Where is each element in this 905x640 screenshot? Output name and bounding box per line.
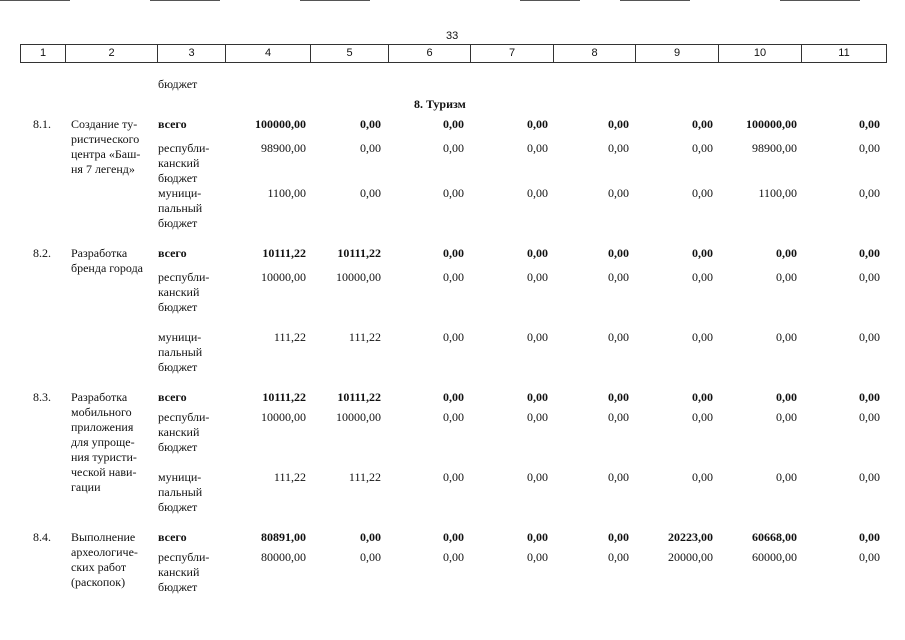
value-cell: 0,00 — [608, 530, 629, 544]
value-cell: 0,00 — [443, 470, 464, 484]
funding-source-line: республи- — [158, 270, 210, 284]
value-cell: 0,00 — [527, 330, 548, 344]
value-cell: 1100,00 — [267, 186, 306, 200]
value-cell: 0,00 — [859, 530, 880, 544]
value-cell: 10111,22 — [262, 246, 306, 260]
value-cell: 0,00 — [527, 390, 548, 404]
value-cell: 0,00 — [608, 410, 629, 424]
header-cell: 5 — [311, 45, 389, 62]
item-number: 8.3. — [33, 390, 51, 404]
value-cell: 100000,00 — [746, 117, 797, 131]
funding-source-line: канский — [158, 425, 200, 439]
value-cell: 0,00 — [360, 117, 381, 131]
value-cell: 0,00 — [443, 141, 464, 155]
header-cell: 7 — [471, 45, 554, 62]
item-name-line: Выполнение — [71, 530, 136, 544]
funding-source-line: канский — [158, 565, 200, 579]
header-cell: 6 — [389, 45, 471, 62]
value-cell: 0,00 — [859, 390, 880, 404]
value-cell: 0,00 — [360, 141, 381, 155]
value-cell: 0,00 — [859, 117, 880, 131]
header-cell: 3 — [158, 45, 226, 62]
item-number: 8.4. — [33, 530, 51, 544]
page-number: 33 — [446, 30, 459, 42]
header-cell: 9 — [636, 45, 719, 62]
value-cell: 0,00 — [608, 117, 629, 131]
value-cell: 0,00 — [692, 186, 713, 200]
header-cell: 10 — [719, 45, 802, 62]
value-cell: 0,00 — [443, 410, 464, 424]
item-name-line: ристического — [71, 132, 140, 146]
value-cell: 60000,00 — [752, 550, 797, 564]
value-cell: 0,00 — [859, 186, 880, 200]
item-name-line: центра «Баш- — [71, 147, 141, 161]
value-cell: 0,00 — [776, 470, 797, 484]
value-cell: 10000,00 — [336, 270, 381, 284]
funding-source-line: пальный — [158, 485, 203, 499]
value-cell: 0,00 — [859, 246, 880, 260]
value-cell: 0,00 — [608, 246, 629, 260]
value-cell: 0,00 — [608, 186, 629, 200]
value-cell: 0,00 — [443, 270, 464, 284]
item-name-line: ня 7 легенд» — [71, 162, 135, 176]
header-cell: 4 — [226, 45, 311, 62]
funding-source-line: бюджет — [158, 216, 198, 230]
value-cell: 0,00 — [692, 117, 713, 131]
value-cell: 0,00 — [527, 550, 548, 564]
item-name-line: приложения — [71, 420, 134, 434]
value-cell: 1100,00 — [758, 186, 797, 200]
item-name-line: бренда города — [71, 261, 143, 275]
item-name-line: Разработка — [71, 390, 128, 404]
value-cell: 0,00 — [608, 141, 629, 155]
value-cell: 0,00 — [608, 270, 629, 284]
value-cell: 0,00 — [608, 390, 629, 404]
value-cell: 0,00 — [527, 410, 548, 424]
value-cell: 0,00 — [859, 410, 880, 424]
item-name-line: мобильного — [71, 405, 132, 419]
value-cell: 80891,00 — [261, 530, 306, 544]
funding-source-line: всего — [158, 530, 187, 544]
value-cell: 0,00 — [443, 550, 464, 564]
item-name-line: ских работ — [71, 560, 127, 574]
value-cell: 0,00 — [692, 270, 713, 284]
value-cell: 0,00 — [859, 330, 880, 344]
item-name-line: Создание ту- — [71, 117, 138, 131]
funding-source-line: канский — [158, 285, 200, 299]
header-cell: 11 — [802, 45, 887, 62]
item-name-line: ческой нави- — [71, 465, 137, 479]
value-cell: 0,00 — [692, 141, 713, 155]
value-cell: 0,00 — [608, 470, 629, 484]
item-name-line: археологиче- — [71, 545, 138, 559]
value-cell: 111,22 — [273, 330, 306, 344]
value-cell: 111,22 — [273, 470, 306, 484]
value-cell: 10111,22 — [337, 246, 381, 260]
page-top-border — [0, 0, 905, 2]
value-cell: 0,00 — [527, 270, 548, 284]
funding-source-line: пальный — [158, 201, 203, 215]
value-cell: 0,00 — [527, 117, 548, 131]
value-cell: 0,00 — [608, 330, 629, 344]
funding-source-line: бюджет — [158, 580, 198, 594]
funding-source-line: республи- — [158, 141, 210, 155]
value-cell: 100000,00 — [255, 117, 306, 131]
funding-source-line: бюджет — [158, 360, 198, 374]
value-cell: 10111,22 — [337, 390, 381, 404]
value-cell: 0,00 — [859, 270, 880, 284]
funding-source-line: всего — [158, 390, 187, 404]
value-cell: 0,00 — [608, 550, 629, 564]
value-cell: 0,00 — [443, 330, 464, 344]
value-cell: 10111,22 — [262, 390, 306, 404]
value-cell: 0,00 — [692, 410, 713, 424]
funding-source-line: бюджет — [158, 300, 198, 314]
value-cell: 10000,00 — [261, 270, 306, 284]
value-cell: 80000,00 — [261, 550, 306, 564]
funding-source-line: муници- — [158, 470, 202, 484]
funding-source-line: всего — [158, 117, 187, 131]
section-title: 8. Туризм — [414, 97, 466, 111]
value-cell: 0,00 — [692, 246, 713, 260]
header-cell: 1 — [21, 45, 66, 62]
funding-source-line: канский — [158, 156, 200, 170]
top-fragment-text: бюджет — [158, 77, 198, 91]
item-name-line: (раскопок) — [71, 575, 126, 589]
value-cell: 0,00 — [443, 117, 464, 131]
funding-source-line: всего — [158, 246, 187, 260]
funding-source-line: муници- — [158, 186, 202, 200]
value-cell: 0,00 — [776, 330, 797, 344]
funding-source-line: муници- — [158, 330, 202, 344]
value-cell: 0,00 — [527, 470, 548, 484]
value-cell: 0,00 — [443, 390, 464, 404]
value-cell: 0,00 — [527, 186, 548, 200]
value-cell: 111,22 — [348, 470, 381, 484]
item-name-line: гации — [71, 480, 101, 494]
item-name-line: ния туристи- — [71, 450, 137, 464]
value-cell: 20000,00 — [668, 550, 713, 564]
value-cell: 0,00 — [776, 410, 797, 424]
value-cell: 10000,00 — [261, 410, 306, 424]
funding-source-line: республи- — [158, 410, 210, 424]
funding-source-line: республи- — [158, 550, 210, 564]
value-cell: 10000,00 — [336, 410, 381, 424]
value-cell: 0,00 — [859, 141, 880, 155]
item-name-line: Разработка — [71, 246, 128, 260]
header-cell: 2 — [66, 45, 158, 62]
value-cell: 0,00 — [360, 186, 381, 200]
header-cell: 8 — [554, 45, 636, 62]
value-cell: 0,00 — [527, 530, 548, 544]
funding-source-line: бюджет — [158, 440, 198, 454]
item-number: 8.1. — [33, 117, 51, 131]
funding-source-line: бюджет — [158, 500, 198, 514]
value-cell: 98900,00 — [752, 141, 797, 155]
value-cell: 0,00 — [527, 141, 548, 155]
value-cell: 0,00 — [360, 530, 381, 544]
value-cell: 0,00 — [692, 470, 713, 484]
value-cell: 0,00 — [443, 530, 464, 544]
funding-source-line: бюджет — [158, 171, 198, 185]
value-cell: 0,00 — [692, 390, 713, 404]
value-cell: 98900,00 — [261, 141, 306, 155]
table-header-row — [20, 44, 887, 63]
funding-source-line: пальный — [158, 345, 203, 359]
value-cell: 0,00 — [776, 390, 797, 404]
value-cell: 0,00 — [360, 550, 381, 564]
value-cell: 0,00 — [859, 550, 880, 564]
value-cell: 60668,00 — [752, 530, 797, 544]
value-cell: 0,00 — [692, 330, 713, 344]
value-cell: 0,00 — [443, 186, 464, 200]
value-cell: 0,00 — [859, 470, 880, 484]
item-number: 8.2. — [33, 246, 51, 260]
value-cell: 0,00 — [527, 246, 548, 260]
value-cell: 0,00 — [776, 246, 797, 260]
item-name-line: для упроще- — [71, 435, 135, 449]
value-cell: 20223,00 — [668, 530, 713, 544]
value-cell: 111,22 — [348, 330, 381, 344]
value-cell: 0,00 — [443, 246, 464, 260]
value-cell: 0,00 — [776, 270, 797, 284]
